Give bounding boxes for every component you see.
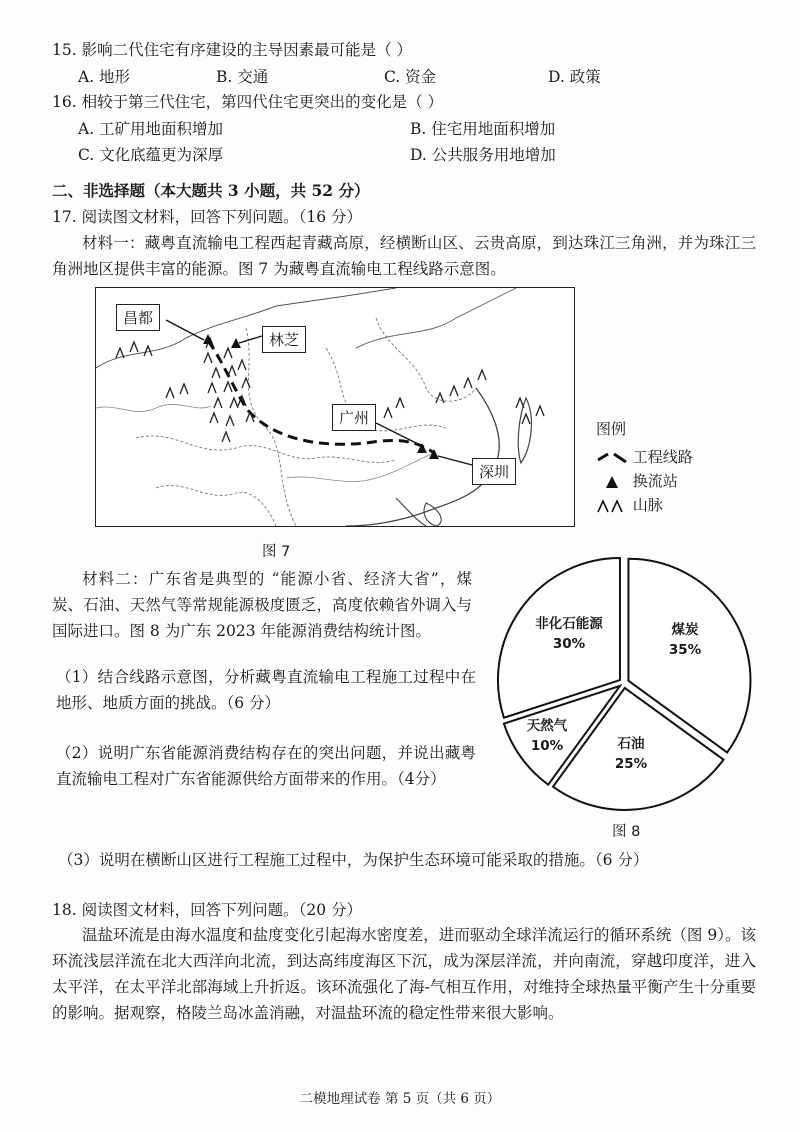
- q16-stem: 16. 相较于第三代住宅，第四代住宅更突出的变化是（ ）: [52, 93, 444, 111]
- energy-pie-chart: [494, 552, 754, 814]
- q17-material-2: 材料二：广东省是典型的 “能源小省、经济大省”，煤炭、石油、天然气等常规能源极度匮乏，高度依赖省外调入与国际进口。图 8 为广东 2023 年能源消费结构统计图。: [52, 570, 472, 640]
- route-line-icon: [596, 450, 628, 466]
- pie-label-gas: [512, 716, 582, 756]
- legend-station-label: 换流站: [632, 472, 678, 490]
- q17-material-1: 材料一：藏粤直流输电工程西起青藏高原，经横断山区、云贵高原，到达珠江三角洲，并为珠江三角洲地区提供丰富的能源。图 7 为藏粤直流输电工程线路示意图。: [52, 234, 756, 278]
- triangle-icon: [596, 474, 628, 490]
- page-footer: 二模地理试卷 第 5 页（共 6 页）: [299, 1091, 501, 1107]
- city-label-guangzhou: 广州: [332, 404, 376, 431]
- section-heading: 二、非选择题（本大题共 3 小题，共 52 分）: [52, 181, 370, 200]
- legend-station: [596, 470, 678, 491]
- q16-option-b: B. 住宅用地面积增加: [410, 120, 556, 138]
- figure-8-caption: 图 8: [612, 824, 641, 840]
- q17-sub-question-3: （3）说明在横断山区进行工程施工过程中，为保护生态环境可能采取的措施。（6 分）: [58, 851, 649, 869]
- q15-option-d: D. 政策: [548, 68, 601, 86]
- q16-option-c: C. 文化底蕴更为深厚: [78, 146, 224, 164]
- pie-name-gas: 天然气: [526, 718, 568, 734]
- city-label-linzhi: 林芝: [262, 326, 306, 353]
- legend-title: 图例: [596, 420, 627, 438]
- legend-mountain: [596, 494, 663, 515]
- route-map: [95, 287, 575, 527]
- legend-route-label: 工程线路: [632, 448, 693, 466]
- q15-stem: 15. 影响二代住宅有序建设的主导因素最可能是（ ）: [52, 41, 413, 59]
- q18-stem: 18. 阅读图文材料，回答下列问题。（20 分）: [52, 901, 362, 919]
- pie-value-oil: 25%: [614, 756, 648, 772]
- pie-label-coal: [650, 620, 720, 660]
- q15-option-b: B. 交通: [216, 68, 269, 86]
- mountain-icon: [596, 498, 628, 514]
- pie-name-oil: 石油: [617, 736, 645, 752]
- pie-value-gas: 10%: [530, 738, 564, 754]
- pie-label-nonfossil: [524, 614, 614, 654]
- pie-name-nonfossil: 非化石能源: [535, 616, 603, 632]
- city-label-shenzhen: 深圳: [472, 458, 516, 485]
- q16-option-d: D. 公共服务用地增加: [410, 146, 556, 164]
- q15-option-c: C. 资金: [384, 68, 437, 86]
- legend-mountain-label: 山脉: [632, 496, 663, 514]
- q17-sub-question-1: （1）结合线路示意图，分析藏粤直流输电工程施工过程中在地形、地质方面的挑战。（6 分）: [56, 668, 476, 712]
- q15-option-a: A. 地形: [78, 68, 131, 86]
- pie-value-coal: 35%: [668, 642, 702, 658]
- figure-7-caption: 图 7: [262, 544, 291, 560]
- legend-route: [596, 446, 693, 467]
- pie-name-coal: 煤炭: [671, 622, 699, 638]
- city-label-changdu: 昌都: [116, 304, 160, 331]
- q17-sub-question-2: （2）说明广东省能源消费结构存在的突出问题，并说出藏粤直流输电工程对广东省能源供给方面带来的作用。（4分）: [56, 744, 476, 788]
- q17-stem: 17. 阅读图文材料，回答下列问题。（16 分）: [52, 208, 362, 226]
- pie-value-nonfossil: 30%: [552, 636, 586, 652]
- pie-label-oil: [596, 734, 666, 774]
- q16-option-a: A. 工矿用地面积增加: [78, 120, 224, 138]
- q18-material: 温盐环流是由海水温度和盐度变化引起海水密度差，进而驱动全球洋流运行的循环系统（图 9）。该环流浅层洋流在北大西洋向北流，到达高纬度海区下沉，成为深层洋流，并向南流，穿越印度洋，进入太平洋，在太平洋北部海域上升折返。该环流强化了海-气相互作用，对维持全球热量平衡产生十分重要的影响。据观察，格陵兰岛冰盖消融，对温盐环流的稳定性带来很大影响。: [52, 926, 756, 1022]
